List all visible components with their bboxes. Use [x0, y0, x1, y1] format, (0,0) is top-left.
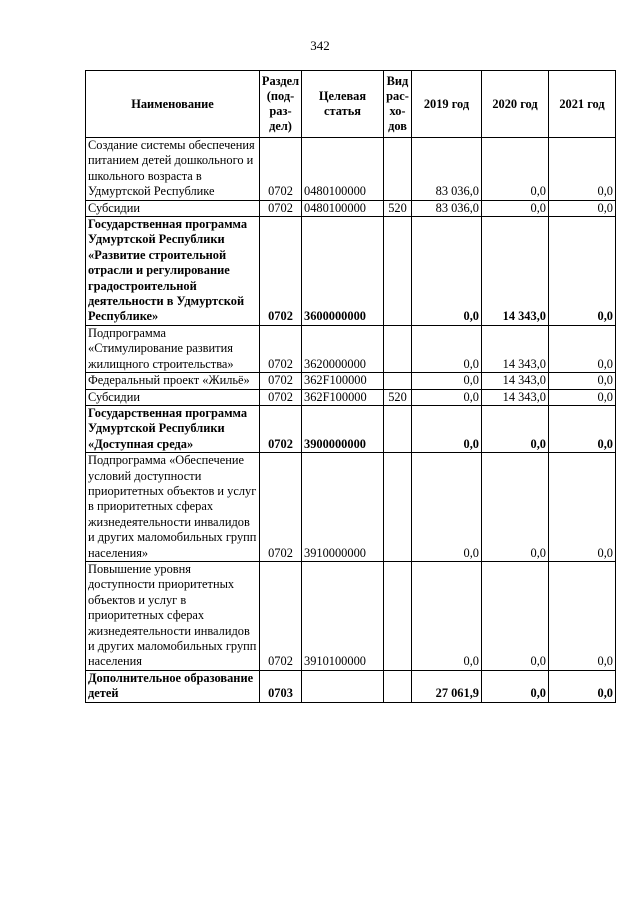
row-target-item	[302, 670, 384, 702]
row-value-2020: 14 343,0	[482, 325, 549, 372]
row-name: Субсидии	[86, 389, 260, 405]
row-section: 0702	[260, 373, 302, 389]
row-target-item: 0480100000	[302, 138, 384, 201]
table-row	[86, 670, 616, 702]
row-value-2020: 0,0	[482, 670, 549, 702]
header-name: Наименование	[86, 71, 260, 138]
row-expense-type	[384, 561, 412, 670]
row-value-2019: 27 061,9	[412, 670, 482, 702]
row-expense-type: 520	[384, 389, 412, 405]
row-value-2019: 0,0	[412, 217, 482, 326]
table-row	[86, 200, 616, 216]
table-row	[86, 138, 616, 201]
row-name: Подпрограмма «Обеспечение условий доступности приоритетных объектов и услуг в приоритетных сферах жизнедеятельности инвалидов и других маломобильных групп населения»	[86, 453, 260, 562]
row-target-item: 0480100000	[302, 200, 384, 216]
header-2019: 2019 год	[412, 71, 482, 138]
row-section: 0702	[260, 200, 302, 216]
header-target-item: Целевая статья	[302, 71, 384, 138]
row-name: Повышение уровня доступности приоритетных объектов и услуг в приоритетных сферах жизнедеятельности инвалидов и других маломобильных групп населения	[86, 561, 260, 670]
row-value-2021: 0,0	[549, 670, 616, 702]
row-expense-type	[384, 217, 412, 326]
row-section: 0703	[260, 670, 302, 702]
header-2020: 2020 год	[482, 71, 549, 138]
row-section: 0702	[260, 138, 302, 201]
row-expense-type	[384, 670, 412, 702]
table-row	[86, 325, 616, 372]
row-value-2020: 0,0	[482, 200, 549, 216]
row-value-2019: 0,0	[412, 561, 482, 670]
row-target-item: 3900000000	[302, 405, 384, 452]
row-target-item: 3620000000	[302, 325, 384, 372]
row-value-2021: 0,0	[549, 405, 616, 452]
row-value-2021: 0,0	[549, 325, 616, 372]
row-value-2019: 0,0	[412, 373, 482, 389]
row-section: 0702	[260, 217, 302, 326]
row-value-2020: 0,0	[482, 561, 549, 670]
row-target-item: 362F100000	[302, 389, 384, 405]
row-target-item: 362F100000	[302, 373, 384, 389]
row-name: Государственная программа Удмуртской Республики «Доступная среда»	[86, 405, 260, 452]
table-row	[86, 561, 616, 670]
row-expense-type	[384, 373, 412, 389]
row-value-2020: 14 343,0	[482, 389, 549, 405]
row-name: Субсидии	[86, 200, 260, 216]
row-target-item: 3910000000	[302, 453, 384, 562]
row-expense-type: 520	[384, 200, 412, 216]
row-value-2019: 83 036,0	[412, 138, 482, 201]
row-expense-type	[384, 138, 412, 201]
row-value-2020: 0,0	[482, 138, 549, 201]
row-name: Дополнительное образование детей	[86, 670, 260, 702]
header-section: Раздел (под-раз-дел)	[260, 71, 302, 138]
row-value-2021: 0,0	[549, 561, 616, 670]
row-value-2019: 0,0	[412, 405, 482, 452]
table-row	[86, 373, 616, 389]
header-expense-type: Вид рас-хо-дов	[384, 71, 412, 138]
row-value-2020: 14 343,0	[482, 217, 549, 326]
table-body	[86, 138, 616, 703]
table-row	[86, 217, 616, 326]
row-section: 0702	[260, 389, 302, 405]
row-value-2019: 0,0	[412, 325, 482, 372]
row-value-2021: 0,0	[549, 373, 616, 389]
row-expense-type	[384, 325, 412, 372]
row-target-item: 3600000000	[302, 217, 384, 326]
row-value-2020: 14 343,0	[482, 373, 549, 389]
row-target-item: 3910100000	[302, 561, 384, 670]
row-section: 0702	[260, 561, 302, 670]
budget-table	[85, 70, 616, 703]
table-row	[86, 453, 616, 562]
row-name: Государственная программа Удмуртской Республики «Развитие строительной отрасли и регулирование градостроительной деятельности в Удмуртской Республике»	[86, 217, 260, 326]
header-2021: 2021 год	[549, 71, 616, 138]
row-name: Создание системы обеспечения питанием детей дошкольного и школьного возраста в Удмуртской Республике	[86, 138, 260, 201]
row-value-2019: 83 036,0	[412, 200, 482, 216]
row-section: 0702	[260, 405, 302, 452]
row-section: 0702	[260, 325, 302, 372]
row-value-2021: 0,0	[549, 200, 616, 216]
row-expense-type	[384, 453, 412, 562]
row-value-2021: 0,0	[549, 138, 616, 201]
row-section: 0702	[260, 453, 302, 562]
table-row	[86, 389, 616, 405]
row-value-2020: 0,0	[482, 453, 549, 562]
row-expense-type	[384, 405, 412, 452]
row-value-2020: 0,0	[482, 405, 549, 452]
row-value-2021: 0,0	[549, 217, 616, 326]
row-value-2019: 0,0	[412, 453, 482, 562]
page-number: 342	[310, 38, 330, 53]
table-row	[86, 405, 616, 452]
table-header-row	[86, 71, 616, 138]
row-value-2021: 0,0	[549, 453, 616, 562]
row-name: Подпрограмма «Стимулирование развития жилищного строительства»	[86, 325, 260, 372]
row-name: Федеральный проект «Жильё»	[86, 373, 260, 389]
row-value-2021: 0,0	[549, 389, 616, 405]
row-value-2019: 0,0	[412, 389, 482, 405]
